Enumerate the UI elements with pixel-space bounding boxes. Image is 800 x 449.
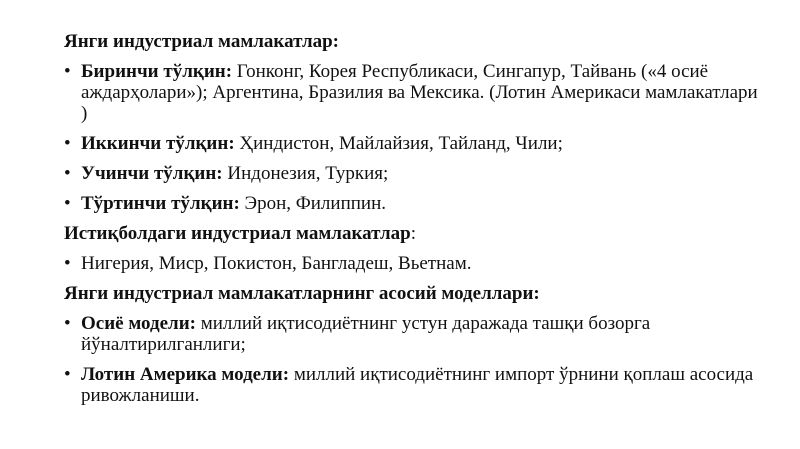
heading-prospective-industrial-countries: [64, 223, 760, 245]
models-list: [64, 313, 760, 406]
bullet-icon: •: [64, 163, 71, 184]
list-item: [64, 133, 760, 154]
bullet-icon: •: [64, 253, 71, 274]
list-item: [64, 313, 760, 355]
model-term: Лотин Америка модели:: [81, 364, 290, 385]
heading-prospective-colon: :: [410, 223, 416, 244]
model-text: миллий иқтисодиётнинг импорт ўрнини қоплаш асосида ривожланиши.: [81, 364, 754, 406]
wave-term: Тўртинчи тўлқин:: [81, 193, 240, 214]
waves-list: [64, 61, 760, 214]
bullet-icon: •: [64, 61, 71, 82]
list-item: [64, 61, 760, 124]
prospective-countries-text: Нигерия, Миср, Покистон, Бангладеш, Вьетнам.: [81, 253, 472, 274]
wave-text: Гонконг, Корея Республикаси, Сингапур, Тайвань («4 осиё аждарҳолари»); Аргентина, Бразилия ва Мексика. (Лотин Америкаси мамлакатлари ): [81, 61, 758, 124]
prospective-list: [64, 253, 760, 274]
wave-term: Биринчи тўлқин:: [81, 61, 233, 82]
heading-main-models: Янги индустриал мамлакатларнинг асосий моделлари:: [64, 283, 540, 304]
list-item: [64, 253, 760, 274]
model-term: Осиё модели:: [81, 313, 196, 334]
bullet-icon: •: [64, 133, 71, 154]
bullet-icon: •: [64, 364, 71, 385]
wave-text: Эрон, Филиппин.: [239, 193, 387, 214]
wave-term: Учинчи тўлқин:: [81, 163, 223, 184]
bullet-icon: •: [64, 193, 71, 214]
bullet-icon: •: [64, 313, 71, 334]
wave-text: Индонезия, Туркия;: [222, 163, 389, 184]
list-item: [64, 364, 760, 406]
heading-new-industrial-countries: Янги индустриал мамлакатлар:: [64, 31, 339, 52]
wave-term: Иккинчи тўлқин:: [81, 133, 235, 154]
list-item: [64, 193, 760, 214]
heading-prospective-bold: Истиқболдаги индустриал мамлакатлар: [64, 223, 411, 244]
wave-text: Ҳиндистон, Майлайзия, Тайланд, Чили;: [234, 133, 563, 154]
model-text: миллий иқтисодиётнинг устун даражада ташқи бозорга йўналтирилганлиги;: [81, 313, 651, 355]
list-item: [64, 163, 760, 184]
